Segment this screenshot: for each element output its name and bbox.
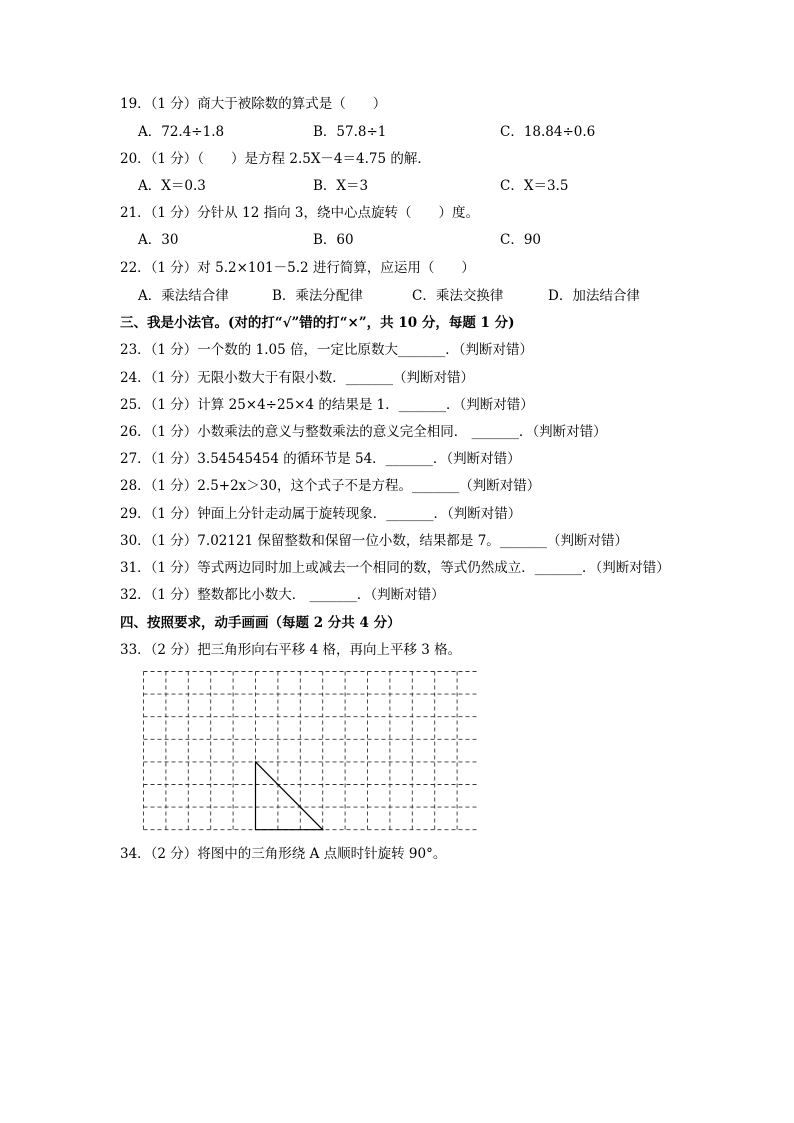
question-32: 32．（1 分）整数都比小数大． _______．（判断对错）: [120, 587, 445, 603]
question-25: 25．（1 分）计算 25×4÷25×4 的结果是 1．_______．（判断对错）: [120, 397, 534, 413]
question-22: 22．（1 分）对 5.2×101－5.2 进行简算，应运用（ ）: [120, 260, 475, 276]
question-26: 26．（1 分）小数乘法的意义与整数乘法的意义完全相同． _______．（判断对错）: [120, 424, 607, 440]
q20-option-c: C．X＝3.5: [500, 178, 569, 194]
q20-option-a: A．X＝0.3: [138, 178, 206, 194]
q19-option-b: B．57.8÷1: [313, 124, 387, 140]
q21-option-c: C．90: [500, 232, 542, 248]
section-4-title: 四、按照要求，动手画画（每题 2 分共 4 分）: [120, 615, 401, 631]
section-3-title: 三、我是小法官。(对的打“√”错的打“×”，共 10 分，每题 1 分): [120, 315, 515, 331]
question-33: 33．（2 分）把三角形向右平移 4 格，再向上平移 3 格。: [120, 642, 462, 658]
q21-option-a: A．30: [138, 232, 179, 248]
question-19: 19．（1 分）商大于被除数的算式是（ ）: [120, 96, 387, 112]
drawing-grid: [143, 671, 479, 831]
q22-option-c: C．乘法交换律: [412, 288, 504, 304]
triangle-shape: [256, 762, 323, 830]
q22-option-a: A．乘法结合律: [138, 288, 229, 304]
q19-option-a: A．72.4÷1.8: [138, 124, 225, 140]
q22-option-d: D．加法结合律: [548, 288, 640, 304]
question-20: 20．（1 分）（ ）是方程 2.5X－4＝4.75 的解．: [120, 151, 431, 167]
question-29: 29．（1 分）钟面上分针走动属于旋转现象．_______．（判断对错）: [120, 506, 522, 522]
question-31: 31．（1 分）等式两边同时加上或减去一个相同的数，等式仍然成立．_______．（判断对错）: [120, 560, 670, 576]
question-30: 30．（1 分）7.02121 保留整数和保留一位小数，结果都是 7。_______（判断对错）: [120, 533, 629, 549]
grid-lines: [144, 672, 480, 830]
question-23: 23．（1 分）一个数的 1.05 倍，一定比原数大_______．（判断对错）: [120, 342, 533, 358]
question-34: 34．（2 分）将图中的三角形绕 A 点顺时针旋转 90°。: [120, 846, 447, 862]
question-21: 21．（1 分）分针从 12 指向 3，绕中心点旋转（ ）度。: [120, 205, 479, 221]
q20-option-b: B．X＝3: [313, 178, 369, 194]
q21-option-b: B．60: [313, 232, 354, 248]
q22-option-b: B．乘法分配律: [272, 288, 363, 304]
q19-option-c: C．18.84÷0.6: [500, 124, 596, 140]
question-27: 27．（1 分）3.54545454 的循环节是 54．_______．（判断对错）: [120, 451, 521, 467]
question-28: 28．（1 分）2.5+2x＞30，这个式子不是方程。_______（判断对错）: [120, 478, 541, 494]
question-24: 24．（1 分）无限小数大于有限小数．_______（判断对错）: [120, 370, 475, 386]
